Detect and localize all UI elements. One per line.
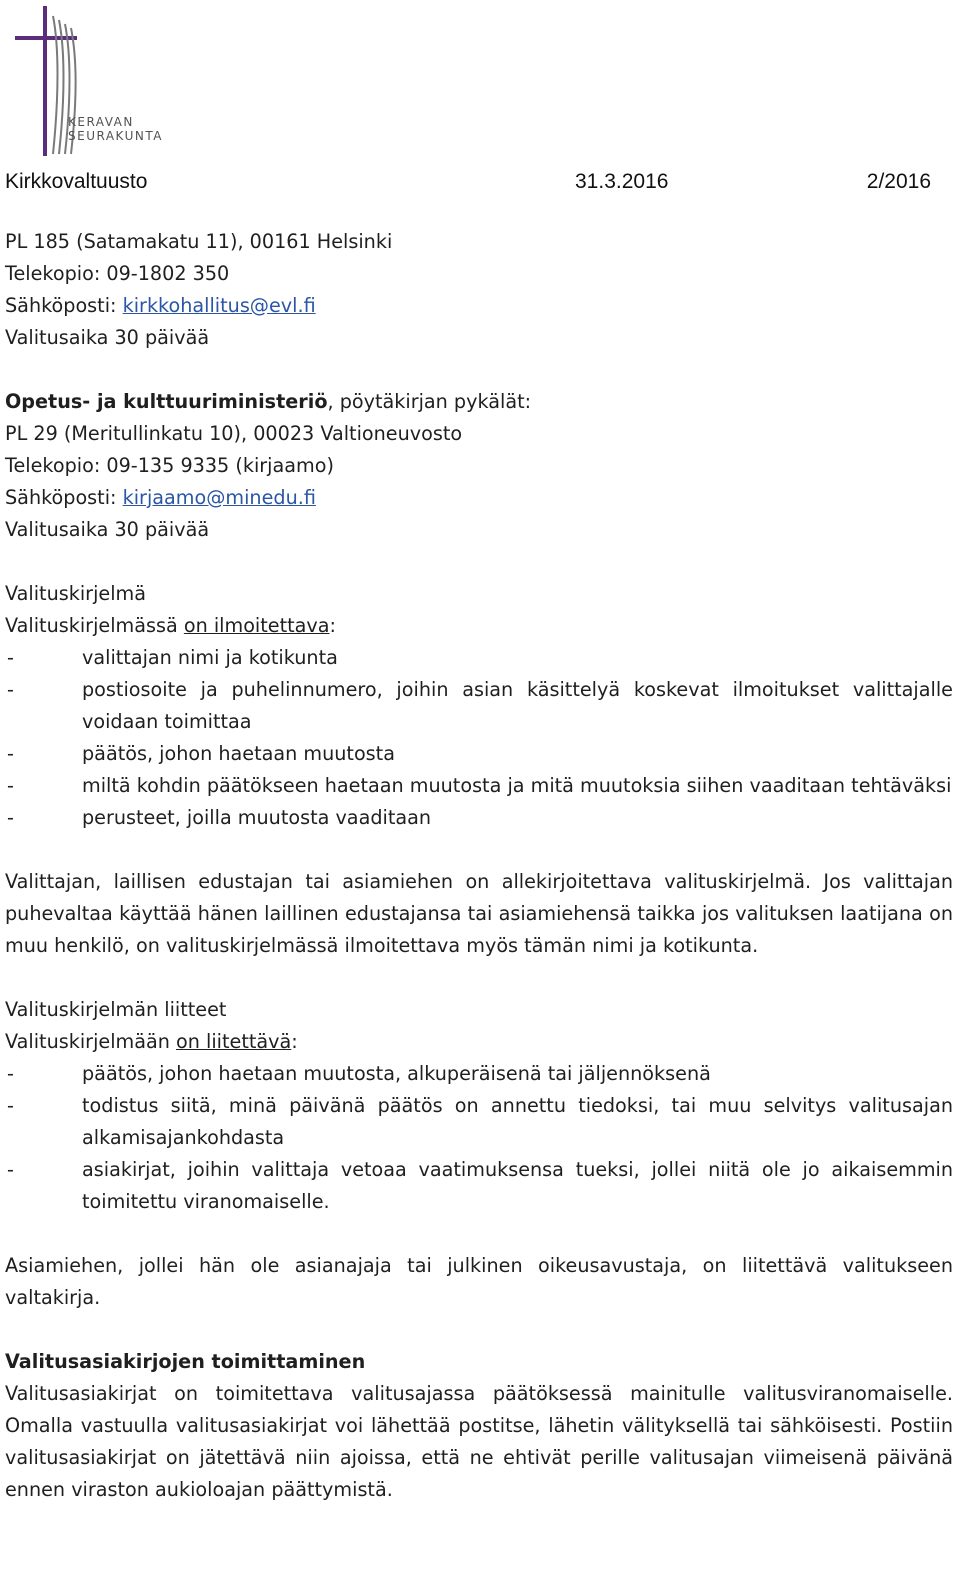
header-organ: Kirkkovaltuusto xyxy=(5,170,148,193)
list-item: - perusteet, joilla muutosta vaaditaan xyxy=(5,802,953,834)
email-line xyxy=(5,482,953,514)
fax-line: Telekopio: 09-1802 350 xyxy=(5,262,230,285)
intro-text: Valituskirjelmässä xyxy=(5,614,184,637)
header-number: 2/2016 xyxy=(866,170,931,193)
email-label: Sähköposti: xyxy=(5,294,123,317)
appeal-period-line: Valitusaika 30 päivää xyxy=(5,518,210,541)
ministry-line xyxy=(5,386,953,418)
list-item: - päätös, johon haetaan muutosta, alkuperäisenä tai jäljennöksenä xyxy=(5,1058,953,1090)
appeal-period-line: Valitusaika 30 päivää xyxy=(5,326,210,349)
section-intro xyxy=(5,1026,953,1058)
intro-colon: : xyxy=(291,1030,298,1053)
parish-logo xyxy=(15,6,163,156)
email-label: Sähköposti: xyxy=(5,486,123,509)
power-of-attorney-paragraph: Asiamiehen, jollei hän ole asianajaja tai julkinen oikeusavustaja, on liitettävä valitukseen valtakirja. xyxy=(5,1254,953,1309)
address-line: PL 185 (Satamakatu 11), 00161 Helsinki xyxy=(5,230,393,253)
email-line xyxy=(5,290,953,322)
attachments-list xyxy=(5,1058,953,1218)
list-item: - postiosoite ja puhelinnumero, joihin asian käsittelyä koskevat ilmoitukset valittajalle voidaan toimittaa xyxy=(5,674,953,738)
parish-name-line1: KERAVAN xyxy=(68,115,134,129)
address-line: PL 29 (Meritullinkatu 10), 00023 Valtioneuvosto xyxy=(5,422,463,445)
email-link[interactable]: kirjaamo@minedu.fi xyxy=(122,486,316,509)
intro-underlined: on ilmoitettava xyxy=(183,614,330,637)
list-item: - valittajan nimi ja kotikunta xyxy=(5,642,953,674)
appeal-authority-1 xyxy=(5,226,953,354)
section-title: Valitusasiakirjojen toimittaminen xyxy=(5,1350,366,1373)
delivery-paragraph: Valitusasiakirjat on toimitettava valitusajassa päätöksessä mainitulle valitusviranomaiselle. Omalla vastuulla valitusasiakirjat voi lähettää postitse, lähetin välityksellä tai sähköisesti. Postiin valitusasiakirjat on jätettävä niin ajoissa, että ne ehtivät perille valitusajan viimeisenä päivänä ennen viraston aukioloajan päättymistä. xyxy=(5,1382,953,1501)
email-link[interactable]: kirkkohallitus@evl.fi xyxy=(122,294,316,317)
list-item: - miltä kohdin päätökseen haetaan muutosta ja mitä muutoksia siihen vaaditaan tehtäväksi xyxy=(5,770,953,802)
list-item: - asiakirjat, joihin valittaja vetoaa vaatimuksensa tueksi, jollei niitä ole jo aikaisemmin toimitettu viranomaiselle. xyxy=(5,1154,953,1218)
ministry-suffix: , pöytäkirjan pykälät: xyxy=(327,390,532,413)
intro-colon: : xyxy=(329,614,336,637)
document-body xyxy=(5,226,953,1506)
attachments-section xyxy=(5,994,953,1218)
intro-text: Valituskirjelmään xyxy=(5,1030,177,1053)
fax-line: Telekopio: 09-135 9335 (kirjaamo) xyxy=(5,454,334,477)
delivery-section xyxy=(5,1346,953,1506)
list-item: - todistus siitä, minä päivänä päätös on annettu tiedoksi, tai muu selvitys valitusajan alkamisajankohdasta xyxy=(5,1090,953,1154)
intro-underlined: on liitettävä xyxy=(176,1030,292,1053)
section-title: Valituskirjelmän liitteet xyxy=(5,998,227,1021)
parish-name-line2: SEURAKUNTA xyxy=(68,129,163,143)
ministry-name: Opetus- ja kulttuuriministeriö xyxy=(5,390,328,413)
signature-paragraph: Valittajan, laillisen edustajan tai asiamiehen on allekirjoitettava valituskirjelmä. Jos valittajan puhevaltaa käyttää hänen laillinen edustajansa tai asiamiehensä taikka jos valituksen laatijana on muu henkilö, on valituskirjelmässä ilmoitettava myös tämän nimi ja kotikunta. xyxy=(5,870,953,957)
section-intro xyxy=(5,610,953,642)
required-items-list xyxy=(5,642,953,834)
appeal-authority-2 xyxy=(5,386,953,546)
section-title: Valituskirjelmä xyxy=(5,582,146,605)
document-header xyxy=(5,168,953,200)
list-item: - päätös, johon haetaan muutosta xyxy=(5,738,953,770)
appeal-letter-section xyxy=(5,578,953,834)
header-date: 31.3.2016 xyxy=(575,170,669,193)
parish-name xyxy=(68,115,163,143)
